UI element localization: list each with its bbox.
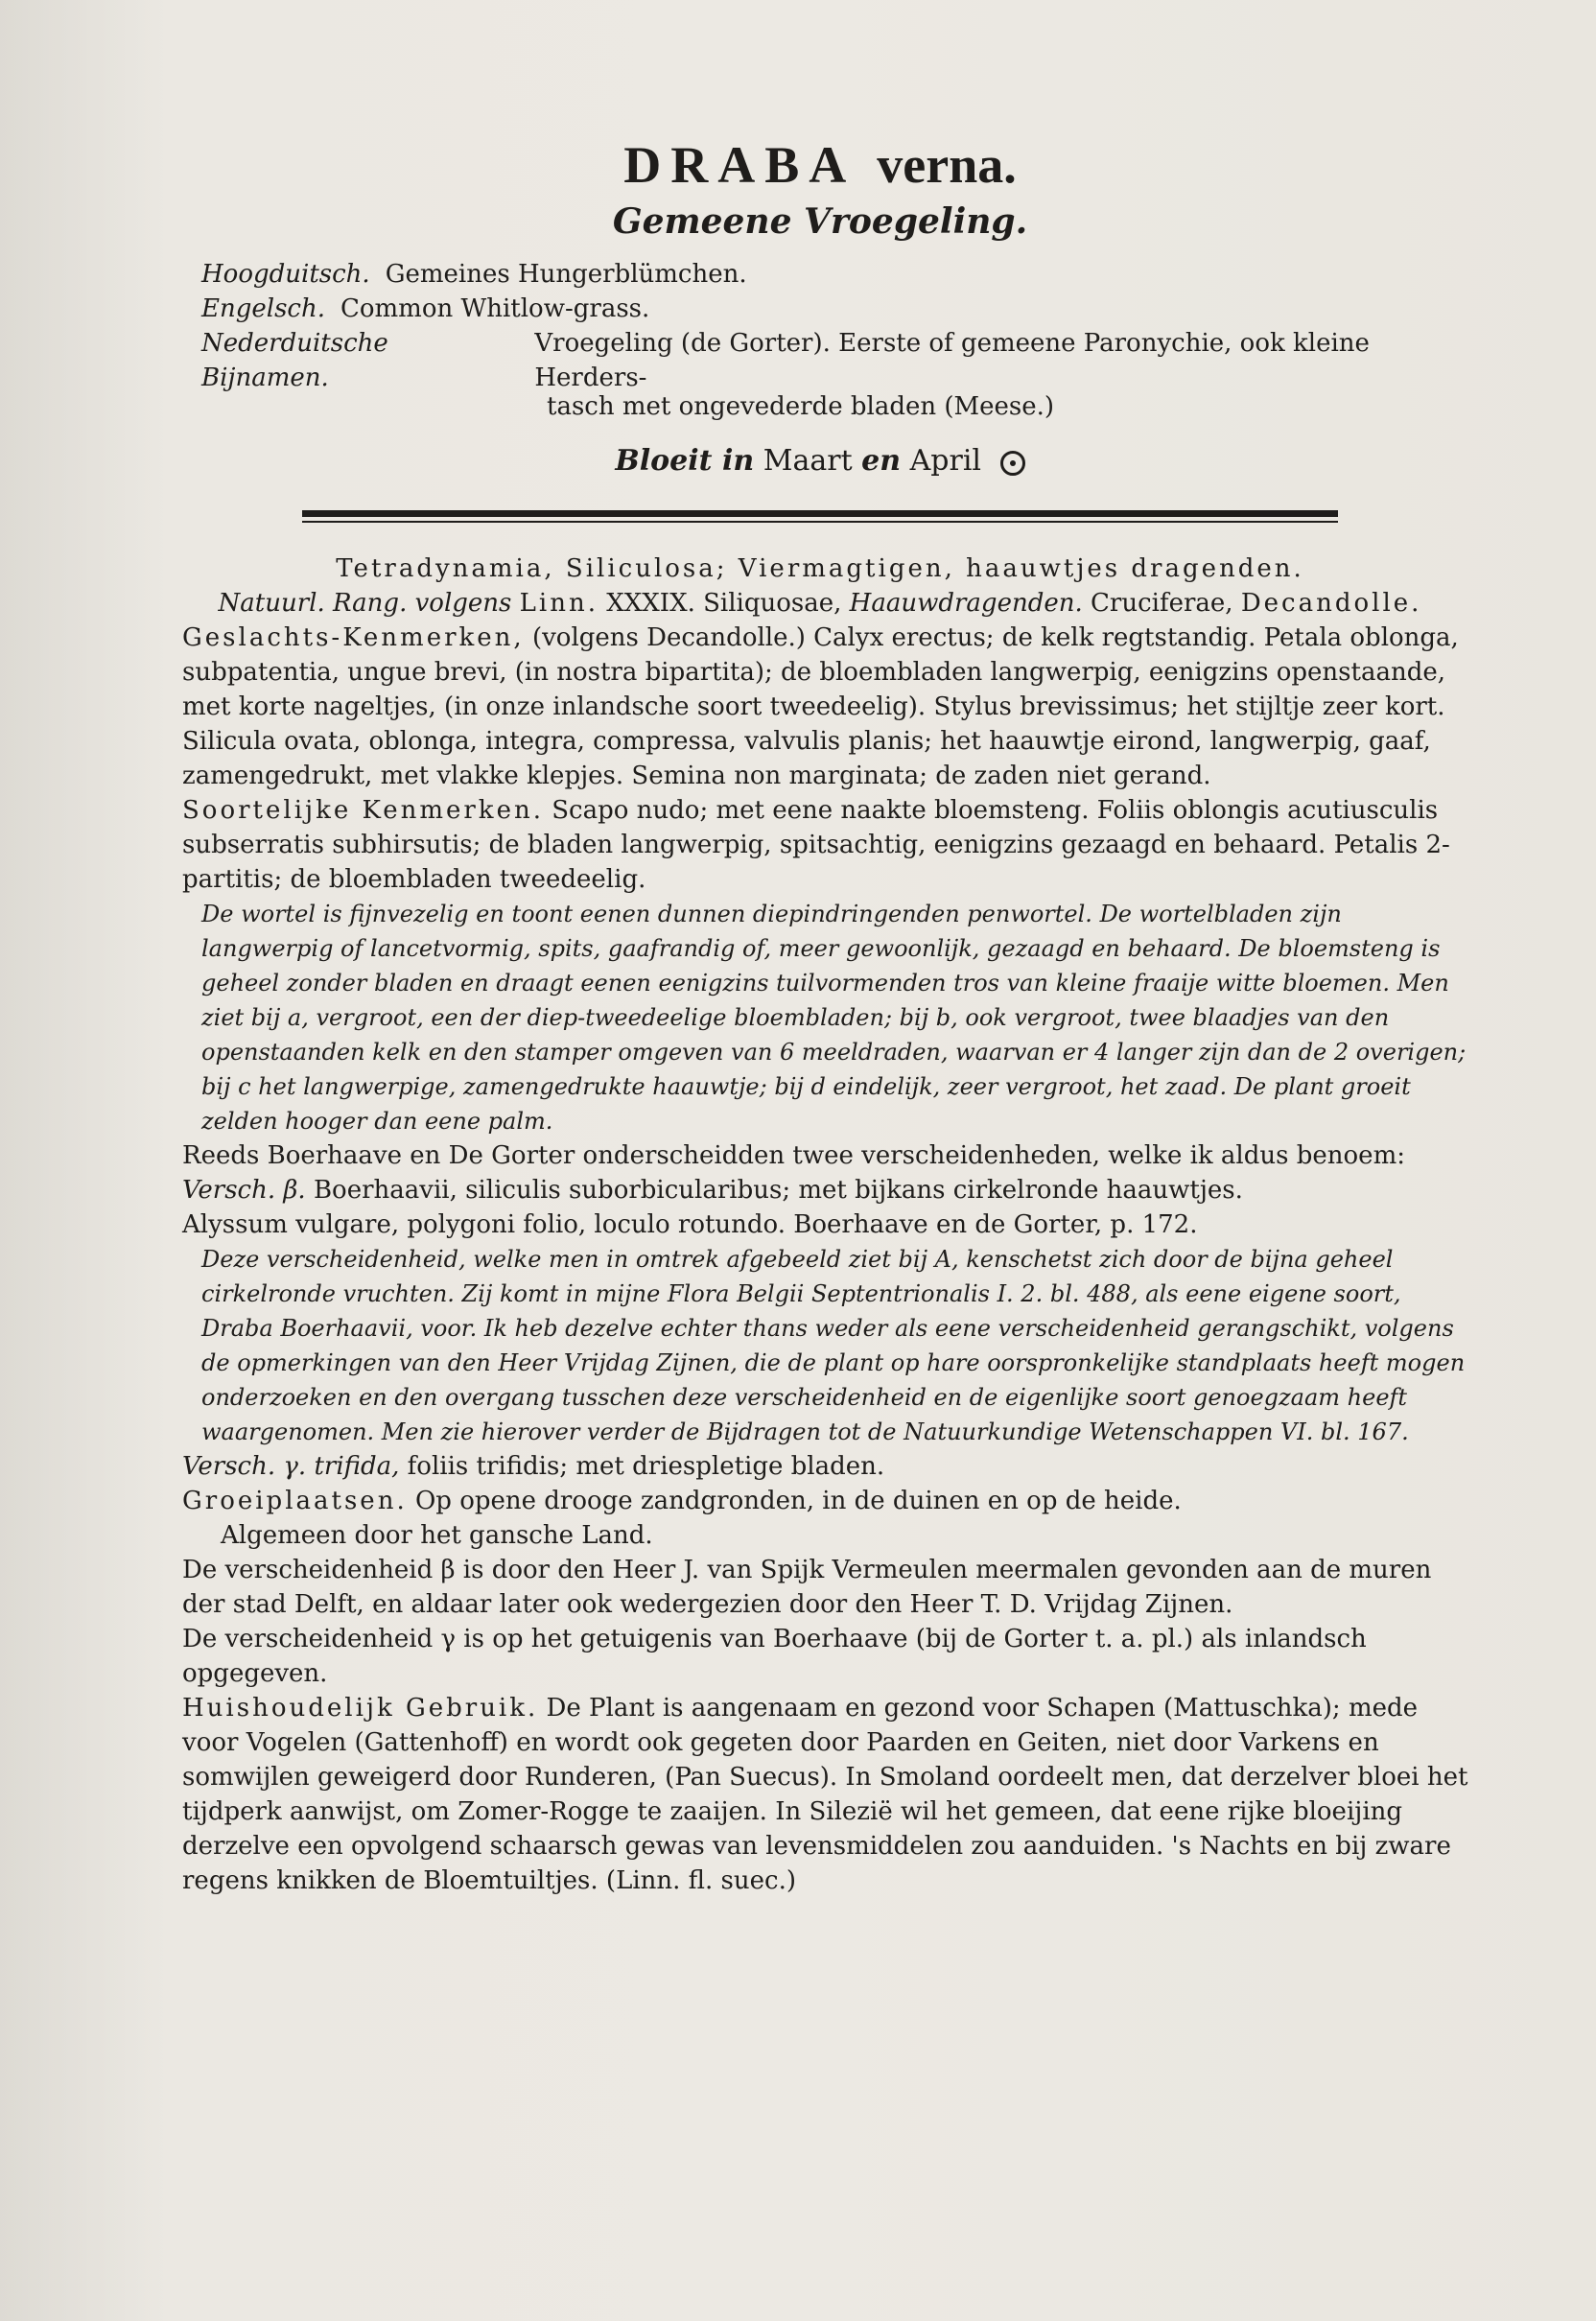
bloom-label: Bloeit in (615, 444, 755, 478)
vernacular-names (201, 257, 1477, 424)
genus-characters-label: Geslachts-Kenmerken, (182, 623, 525, 652)
german-name: Gemeines Hungerblümchen. (385, 260, 747, 289)
economic-use-text: De Plant is aangenaam en gezond voor Schapen (Mattuschka); mede voor Vogelen (Gattenhoff) en wordt ook gegeten door Paarden en Geiten, niet door Varkens en somwijlen geweigerd door Runderen, (Pan Suecus). In Smoland oordeelt men, dat derzelver bloei het tijdperk aanwijst, om Zomer-Rogge te zaaijen. In Silezië wil het gemeen, dat eene rijke bloeijing derzelve een opvolgend schaarsch gewas van levensmiddelen zou aanduiden. 's Nachts en bij zware regens knikken de Bloemtuiltjes. (Linn. fl. suec.) (182, 1694, 1468, 1895)
german-label: Hoogduitsch. (201, 260, 370, 289)
name-row-german (201, 257, 1477, 292)
variety-beta (163, 1173, 1477, 1207)
rule-thick (302, 510, 1338, 517)
dutch-label: Nederduitsche Bijnamen. (201, 329, 388, 392)
title-genus: DRABA (623, 136, 857, 194)
page-content (163, 115, 1477, 1898)
natural-order-line (163, 586, 1477, 621)
economic-use-label: Huishoudelijk Gebruik. (182, 1694, 539, 1723)
natural-order-linn: Linn. (519, 589, 598, 618)
page-shadow (0, 0, 173, 2321)
variety-gamma-label: Versch. γ. trifida, (182, 1452, 400, 1481)
natural-order-cruciferae: Cruciferae, (1091, 589, 1233, 618)
variety-beta-text: Boerhaavii, siliculis suborbicularibus; met bijkans cirkelronde haauwtjes. (313, 1176, 1243, 1205)
bloom-and: en (861, 444, 902, 478)
annual-symbol-icon (1000, 451, 1025, 476)
natural-order-number: XXXIX. Siliquosae, (606, 589, 842, 618)
variety-beta-label: Versch. β. (182, 1176, 306, 1205)
bloom-month-2: April (909, 444, 982, 478)
page-title (163, 134, 1477, 196)
dutch-names: Vroegeling (de Gorter). Eerste of gemeene Paronychie, ook kleine Herders- (534, 329, 1370, 392)
species-characters (163, 793, 1477, 897)
rule-thin (302, 521, 1338, 523)
natural-order-decandolle: Decandolle. (1240, 589, 1422, 618)
variety-gamma-locality: De verscheidenheid γ is op het getuigenis van Boerhaave (bij de Gorter t. a. pl.) als inlandsch opgegeven. (182, 1625, 1367, 1688)
bloom-line (163, 437, 1477, 485)
page-subtitle: Gemeene Vroegeling. (612, 201, 1028, 242)
variety-beta-locality: De verscheidenheid β is door den Heer J. van Spijk Vermeulen meermalen gevonden aan de muren der stad Delft, en aldaar later ook wedergezien door den Heer T. D. Vrijdag Zijnen. (182, 1556, 1432, 1619)
name-row-english (201, 292, 1477, 326)
name-row-dutch (201, 326, 1477, 395)
variety-gamma (163, 1449, 1477, 1484)
economic-use (163, 1691, 1477, 1898)
species-characters-label: Soortelijke Kenmerken. (182, 796, 544, 825)
english-name: Common Whitlow-grass. (340, 294, 650, 323)
english-label: Engelsch. (201, 294, 325, 323)
bloom-month-1: Maart (763, 444, 853, 478)
habitat-text: Op opene drooge zandgronden, in de duinen en op de heide. (414, 1487, 1182, 1515)
habitat-general: Algemeen door het gansche Land. (221, 1521, 653, 1550)
alyssum-synonym: Alyssum vulgare, polygoni folio, loculo rotundo. Boerhaave en de Gorter, p. 172. (182, 1210, 1198, 1239)
genus-characters-text: (volgens Decandolle.) Calyx erectus; de kelk regtstandig. Petala oblonga, subpatentia, ungue brevi, (in nostra bipartita); de bloembladen langwerpig, eenigzins openstaande, met korte nageltjes, (in onze inlandsche soort tweedeelig). Stylus brevissimus; het stijltje zeer kort. Silicula ovata, oblonga, integra, compressa, valvulis planis; het haauwtje eirond, langwerpig, gaaf, zamengedrukt, met vlakke klepjes. Semina non marginata; de zaden niet gerand. (182, 623, 1459, 790)
classification-line: Tetradynamia, Siliculosa; Viermagtigen, haauwtjes dragenden. (336, 554, 1304, 583)
variety-gamma-text: foliis trifidis; met driespletige bladen. (407, 1452, 885, 1481)
variety-beta-note: Deze verscheidenheid, welke men in omtrek afgebeeld ziet bij A, kenschetst zich door de bijna geheel cirkelronde vruchten. Zij komt in mijne Flora Belgii Septentrionalis I. 2. bl. 488, als eene eigene soort, Draba Boerhaavii, voor. Ik heb dezelve echter thans weder als eene verscheidenheid gerangschikt, volgens de opmerkingen van den Heer Vrijdag Zijnen, die de plant op hare oorspronkelijke standplaats heeft mogen onderzoeken en den overgang tusschen deze verscheidenheid en de eigenlijke soort genoegzaam heeft waargenomen. Men zie hierover verder de Bijdragen tot de Natuurkundige Wetenschappen VI. bl. 167. (201, 1246, 1466, 1445)
double-rule (302, 510, 1338, 523)
natural-order-dutch: Haauwdragenden. (849, 589, 1083, 618)
habitat-label: Groeiplaatsen. (182, 1487, 408, 1515)
varieties-intro: Reeds Boerhaave en De Gorter onderscheidden twee verscheidenheden, welke ik aldus benoem: (182, 1141, 1405, 1170)
habitat (163, 1484, 1477, 1518)
description: De wortel is fijnvezelig en toont eenen dunnen diepindringenden penwortel. De wortelbladen zijn langwerpig of lancetvormig, spits, gaafrandig of, meer gewoonlijk, gezaagd en behaard. De bloemsteng is geheel zonder bladen en draagt eenen eenigzins tuilvormenden tros van kleine fraaije witte bloemen. Men ziet bij a, vergroot, een der diep-tweedeelige bloembladen; bij b, ook vergroot, twee blaadjes van den openstaanden kelk en den stamper omgeven van 6 meeldraden, waarvan er 4 langer zijn dan de 2 overigen; bij c het langwerpige, zamengedrukte haauwtje; bij d eindelijk, zeer vergroot, het zaad. De plant groeit zelden hooger dan eene palm. (201, 901, 1467, 1135)
genus-characters (163, 621, 1477, 793)
title-species: verna. (877, 136, 1017, 194)
natural-order-label: Natuurl. Rang. volgens (218, 589, 512, 618)
dutch-names-continued: tasch met ongevederde bladen (Meese.) (547, 392, 1055, 421)
species-characters-text: Scapo nudo; met eene naakte bloemsteng. Foliis oblongis acutiusculis subserratis subhirsutis; de bladen langwerpig, spitsachtig, eenigzins gezaagd en behaard. Petalis 2-partitis; de bloembladen tweedeelig. (182, 796, 1450, 894)
